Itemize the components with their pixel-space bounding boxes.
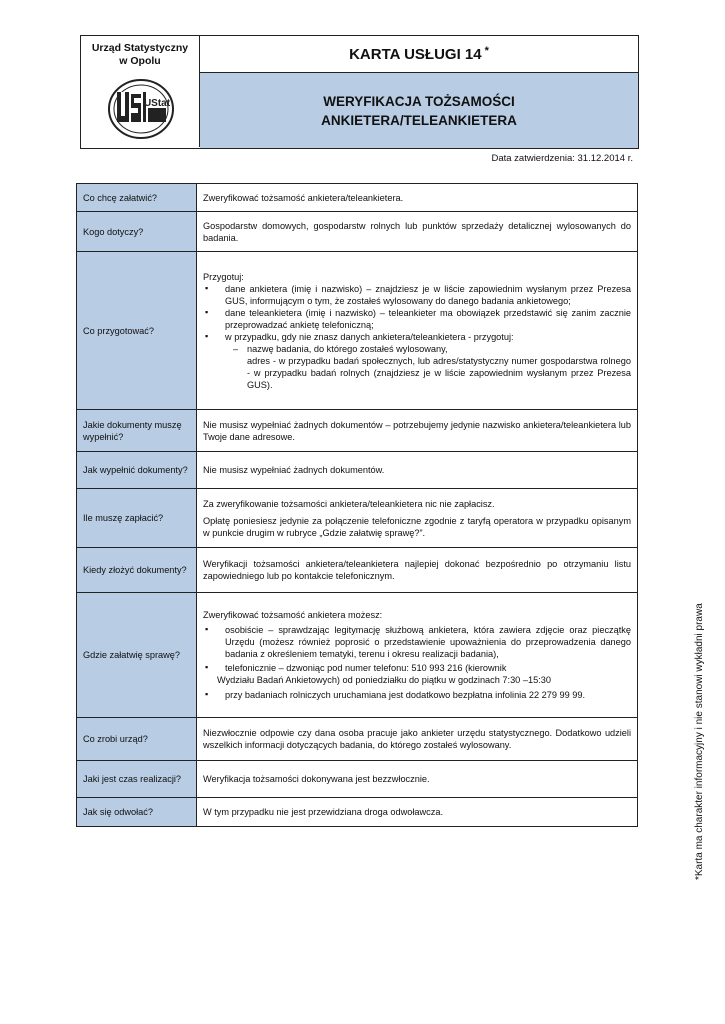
list-item: ▪ dane teleankietera (imię i nazwisko) – teleankieter ma obowiązek przedstawić się zanim zacznie przeprowadzać ankietę telefoniczną; bbox=[203, 307, 631, 331]
bullet-list bbox=[203, 689, 631, 701]
question-cell: Jakie dokumenty muszę wypełnić? bbox=[77, 410, 197, 452]
ustat-logo bbox=[107, 78, 175, 140]
table-row bbox=[77, 718, 638, 761]
bullet-list bbox=[203, 624, 631, 674]
answer-cell: Weryfikacja tożsamości dokonywana jest bezzwłocznie. bbox=[197, 761, 638, 798]
answer-cell: Weryfikacji tożsamości ankietera/teleankietera najlepiej dokonać bezpośrednio po otrzymaniu listu zapowiedniego lub po kontakcie telefonicznym. bbox=[197, 548, 638, 593]
table-row bbox=[77, 452, 638, 489]
answer-cell: Gospodarstw domowych, gospodarstw rolnych lub punktów sprzedaży detalicznej wylosowanych do badania. bbox=[197, 212, 638, 252]
answer-cell: W tym przypadku nie jest przewidziana droga odwoławcza. bbox=[197, 798, 638, 827]
office-cell bbox=[81, 36, 200, 147]
table-row bbox=[77, 761, 638, 798]
answer-line: Opłatę poniesiesz jedynie za połączenie telefoniczne zgodnie z taryfą operatora w przypadku opisanym w punkcie drugim w rubryce „Gdzie załatwię sprawę?”. bbox=[203, 515, 631, 538]
subtitle-line2: ANKIETERA/TELEANKIETERA bbox=[321, 112, 517, 128]
asterisk-mark: * bbox=[484, 45, 489, 57]
question-cell: Co chcę załatwić? bbox=[77, 184, 197, 212]
bullet-list bbox=[203, 283, 631, 343]
question-cell: Jak się odwołać? bbox=[77, 798, 197, 827]
service-table bbox=[76, 183, 638, 827]
list-item: ▪ w przypadku, gdy nie znasz danych ankietera/teleankietera - przygotuj: bbox=[203, 331, 631, 343]
list-item: – nazwę badania, do którego zostałeś wylosowany, bbox=[211, 343, 631, 355]
question-cell: Gdzie załatwię sprawę? bbox=[77, 593, 197, 718]
subtitle-line1: WERYFIKACJA TOŻSAMOŚCI bbox=[323, 93, 515, 109]
answer-intro: Zweryfikować tożsamość ankietera możesz: bbox=[203, 610, 383, 620]
question-cell: Co przygotować? bbox=[77, 252, 197, 410]
question-cell: Kiedy złożyć dokumenty? bbox=[77, 548, 197, 593]
table-row bbox=[77, 489, 638, 548]
answer-cell bbox=[197, 252, 638, 410]
answer-cell: Niezwłocznie odpowie czy dana osoba pracuje jako ankieter urzędu statystycznego. Dodatkowo udzieli wszelkich informacji dotyczących badania, do którego zostałeś wylosowany. bbox=[197, 718, 638, 761]
question-cell: Jaki jest czas realizacji? bbox=[77, 761, 197, 798]
dash-list bbox=[203, 343, 631, 355]
answer-cell: Zweryfikować tożsamość ankietera/teleankietera. bbox=[197, 184, 638, 212]
question-cell: Kogo dotyczy? bbox=[77, 212, 197, 252]
table-row bbox=[77, 184, 638, 212]
list-item-continuation: adres - w przypadku badań społecznych, lub adres/statystyczny numer gospodarstwa rolnego - w przypadku badań rolnych (znajdziesz je w liście zapowiednim wysłanym przez Prezesa GUS). bbox=[247, 355, 631, 390]
answer-intro: Przygotuj: bbox=[203, 271, 244, 282]
table-row bbox=[77, 252, 638, 410]
office-name-line2: w Opolu bbox=[119, 55, 161, 67]
list-item: ▪ osobiście – sprawdzając legitymację służbową ankietera, która zawiera zdjęcie oraz pieczątkę Urzędu (możesz również poprosić o przedstawienie upoważnienia do przeprowadzenia danego badania z określeniem tematyki, terenu i okresu realizacji badania), bbox=[203, 624, 631, 660]
approval-date: Data zatwierdzenia: 31.12.2014 r. bbox=[491, 153, 633, 164]
office-name bbox=[81, 42, 199, 68]
table-row bbox=[77, 593, 638, 718]
table-row bbox=[77, 410, 638, 452]
table-row bbox=[77, 548, 638, 593]
list-item: ▪ telefonicznie – dzwoniąc pod numer telefonu: 510 993 216 (kierownik bbox=[203, 662, 631, 674]
logo-text: UStat bbox=[143, 98, 171, 109]
answer-cell bbox=[197, 489, 638, 548]
card-title bbox=[200, 36, 638, 73]
question-cell: Ile muszę zapłacić? bbox=[77, 489, 197, 548]
answer-cell: Nie musisz wypełniać żadnych dokumentów. bbox=[197, 452, 638, 489]
answer-cell bbox=[197, 593, 638, 718]
list-item: ▪ dane ankietera (imię i nazwisko) – znajdziesz je w liście zapowiednim wysłanym przez Prezesa GUS, informującym o tym, że zostałeś wylosowany do danego badania ankietowego; bbox=[203, 283, 631, 307]
table-row bbox=[77, 212, 638, 252]
question-cell: Co zrobi urząd? bbox=[77, 718, 197, 761]
table-row bbox=[77, 798, 638, 827]
card-title-text: KARTA USŁUGI 14 bbox=[349, 45, 482, 63]
service-subtitle bbox=[200, 73, 638, 148]
list-item: ▪ przy badaniach rolniczych uruchamiana jest dodatkowo bezpłatna infolinia 22 279 99 99. bbox=[203, 689, 631, 701]
office-name-line1: Urząd Statystyczny bbox=[91, 42, 189, 54]
answer-cell: Nie musisz wypełniać żadnych dokumentów – potrzebujemy jedynie nazwisko ankietera/teleankietera lub Twoje dane adresowe. bbox=[197, 410, 638, 452]
answer-line: Za zweryfikowanie tożsamości ankietera/teleankietera nic nie zapłacisz. bbox=[203, 498, 495, 509]
header-box bbox=[80, 35, 639, 149]
question-cell: Jak wypełnić dokumenty? bbox=[77, 452, 197, 489]
list-item-continuation: Wydziału Badań Ankietowych) od poniedziałku do piątku w godzinach 7:30 –15:30 bbox=[217, 675, 551, 685]
side-note: *Karta ma charakter informacyjny i nie stanowi wykładni prawa bbox=[694, 603, 705, 880]
